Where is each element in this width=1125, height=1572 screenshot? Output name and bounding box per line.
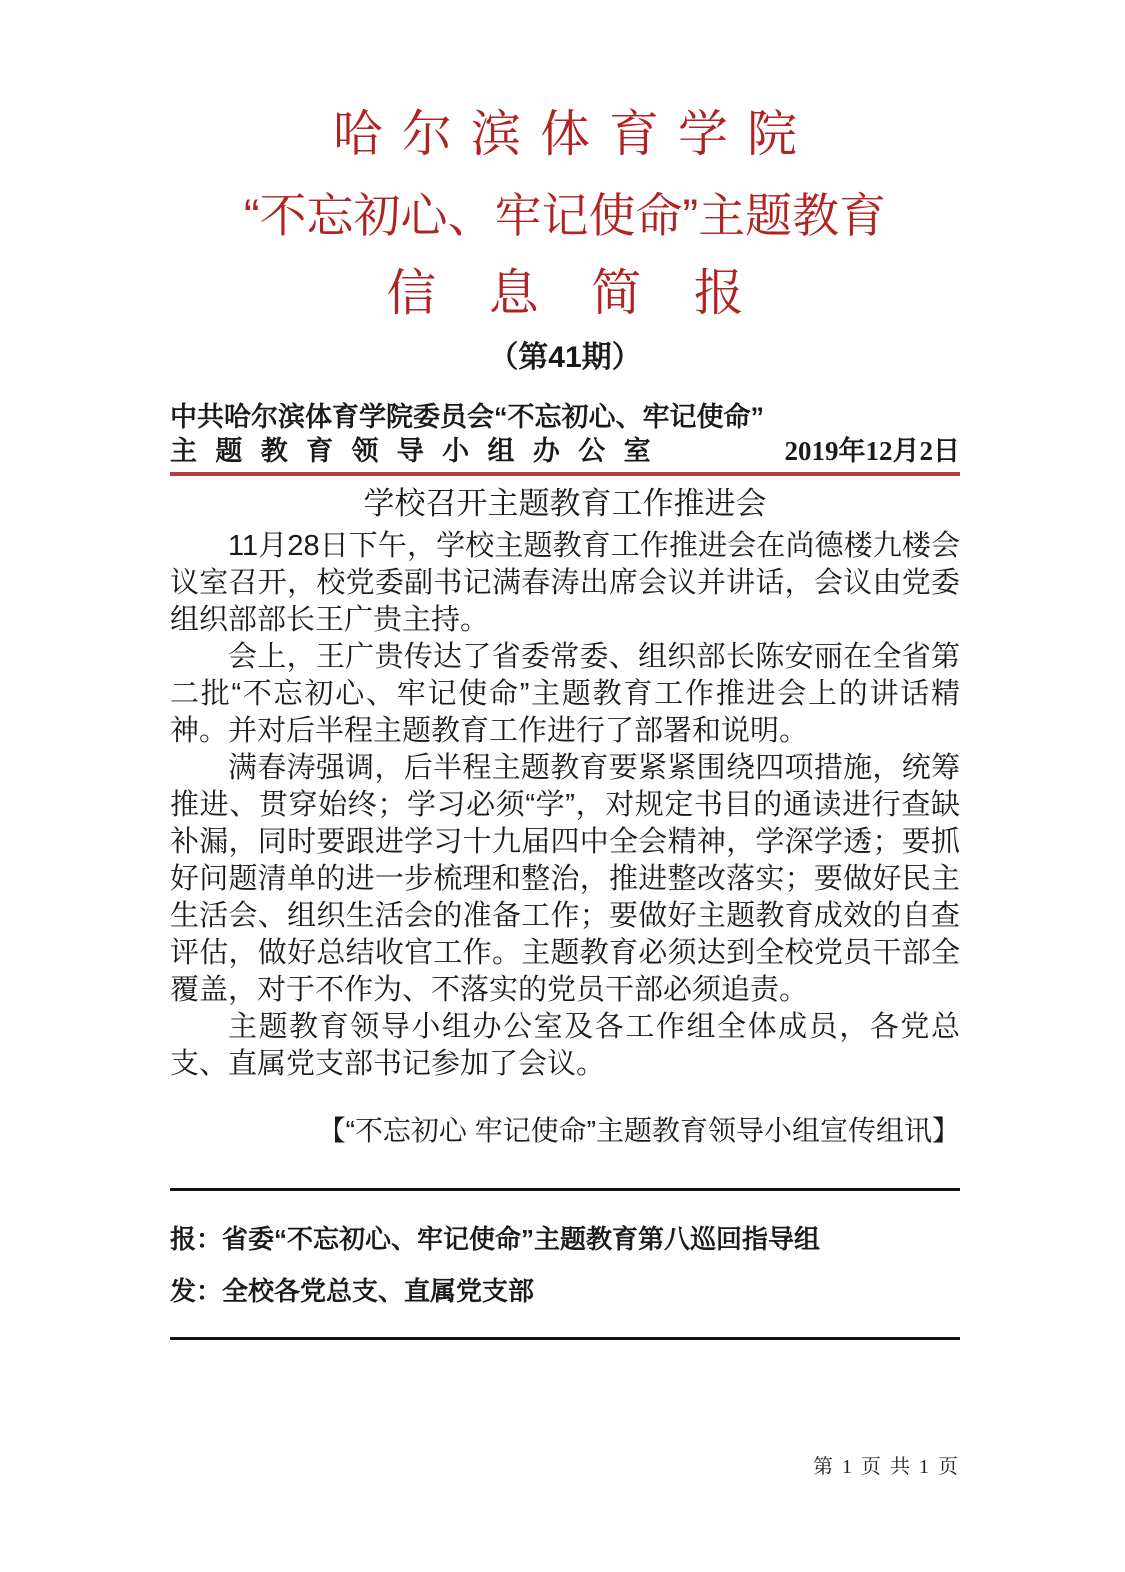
article-byline: 【“不忘初心 牢记使命”主题教育领导小组宣传组讯】 (317, 1115, 960, 1146)
masthead (170, 104, 960, 376)
publisher-org-row (170, 435, 960, 467)
article-paragraph-1: 11月28日下午，学校主题教育工作推进会在尚德楼九楼会议室召开，校党委副书记满春涛出席会议并讲话，会议由党委组织部部长王广贵主持。 (170, 530, 960, 636)
publisher-org-line2: 主题教育领导小组办公室 (170, 436, 669, 466)
article-body (170, 528, 960, 1083)
article-paragraph-2: 会上，王广贵传达了省委常委、组织部长陈安丽在全省第二批“不忘初心、牢记使命”主题教育工作推进会上的讲话精神。并对后半程主题教育工作进行了部署和说明。 (170, 641, 960, 747)
distribution-bottom-rule (170, 1337, 960, 1340)
distribution-block (170, 1224, 960, 1307)
masthead-title-line1: 哈尔滨体育学院 (333, 106, 816, 162)
publisher-block (170, 401, 960, 467)
red-rule-divider (170, 472, 960, 476)
article-paragraph-3: 满春涛强调，后半程主题教育要紧紧围绕四项措施，统筹推进、贯穿始终；学习必须“学”，对规定书目的通读进行查缺补漏，同时要跟进学习十九届四中全会精神，学深学透；要抓好问题清单的进一步梳理和整治，推进整改落实；要做好民主生活会、组织生活会的准备工作；要做好主题教育成效的自查评估，做好总结收官工作。主题教育必须达到全校党员干部全覆盖，对于不作为、不落实的党员干部必须追责。 (170, 752, 960, 1006)
publish-date: 2019年12月2日 (784, 436, 960, 466)
issued-to-line: 发：全校各党总支、直属党支部 (170, 1276, 535, 1306)
publisher-org-line1: 中共哈尔滨体育学院委员会“不忘初心、牢记使命” (170, 402, 764, 432)
masthead-title-line2: “不忘初心、牢记使命”主题教育 (243, 189, 887, 242)
article-paragraph-4: 主题教育领导小组办公室及各工作组全体成员，各党总支、直属党支部书记参加了会议。 (170, 1011, 960, 1080)
masthead-title-line3: 信息简报 (386, 265, 797, 321)
distribution-top-rule (170, 1188, 960, 1191)
article-title: 学校召开主题教育工作推进会 (363, 486, 767, 521)
report-to-line: 报：省委“不忘初心、牢记使命”主题教育第八巡回指导组 (170, 1224, 821, 1254)
page-number: 第 1 页 共 1 页 (813, 1456, 960, 1478)
issue-number: （第41期） (488, 341, 642, 374)
